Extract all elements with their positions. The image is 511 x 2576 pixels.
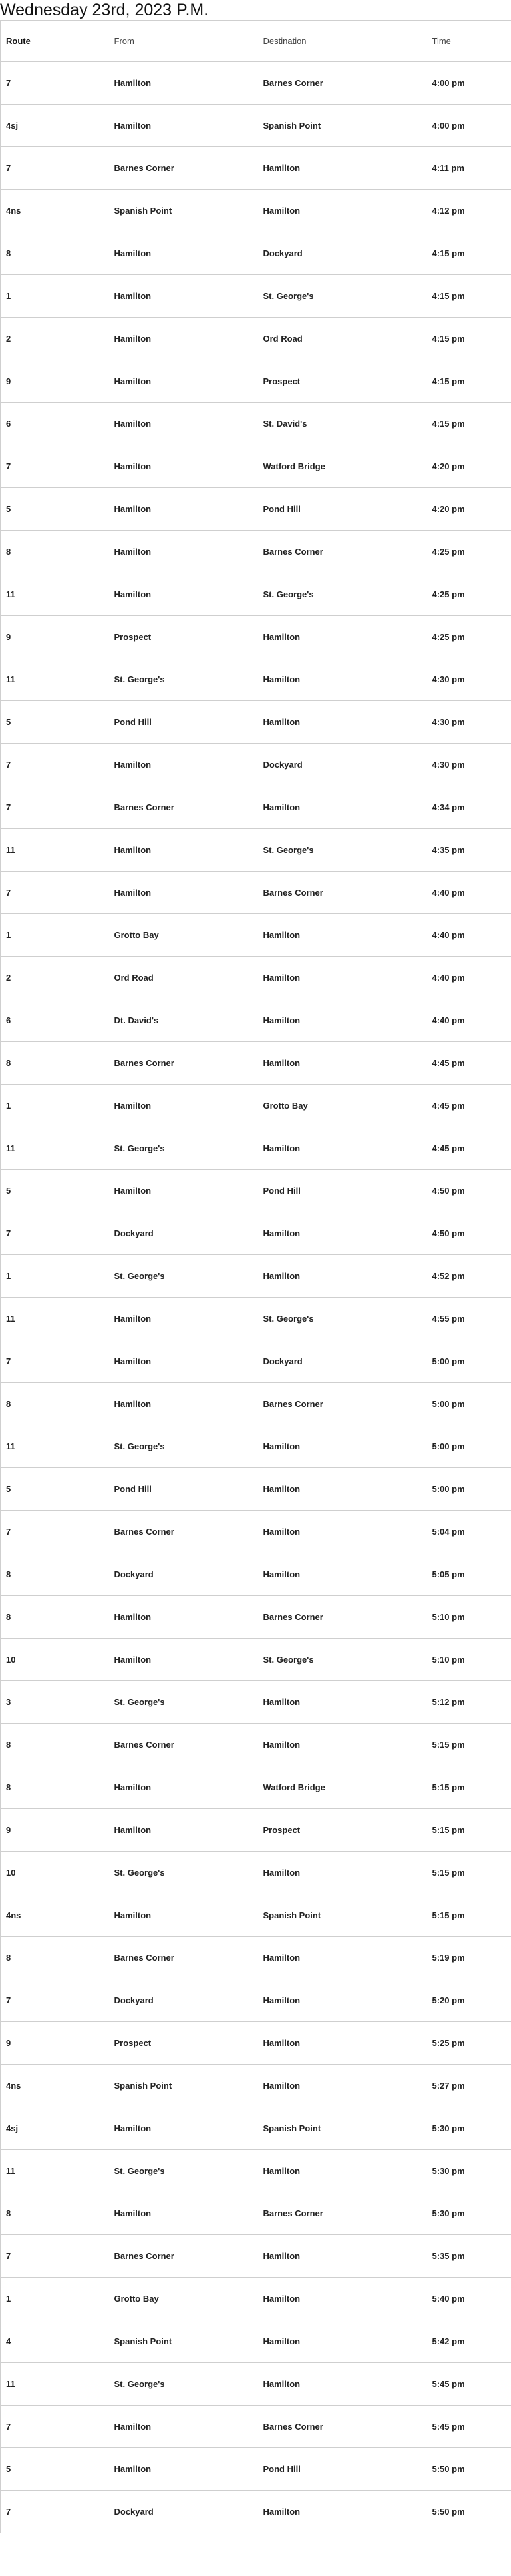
destination-cell: Hamilton xyxy=(258,2235,427,2278)
table-row xyxy=(1,957,511,999)
table-header xyxy=(1,21,511,62)
route-cell: 11 xyxy=(1,1425,109,1468)
from-cell: St. George's xyxy=(109,1425,258,1468)
route-cell: 8 xyxy=(1,531,109,573)
table-row xyxy=(1,872,511,914)
from-cell: Hamilton xyxy=(109,1298,258,1340)
destination-cell: Hamilton xyxy=(258,999,427,1042)
destination-cell: St. George's xyxy=(258,275,427,318)
table-row xyxy=(1,701,511,744)
route-cell: 11 xyxy=(1,2150,109,2192)
destination-cell: Hamilton xyxy=(258,1425,427,1468)
table-row xyxy=(1,1766,511,1809)
route-cell: 1 xyxy=(1,1085,109,1127)
time-cell: 4:15 pm xyxy=(427,403,511,445)
table-row xyxy=(1,105,511,147)
table-row xyxy=(1,2065,511,2107)
time-cell: 4:45 pm xyxy=(427,1127,511,1170)
destination-cell: Hamilton xyxy=(258,2065,427,2107)
from-cell: Dockyard xyxy=(109,2491,258,2533)
from-cell: Pond Hill xyxy=(109,1468,258,1511)
route-cell: 7 xyxy=(1,2406,109,2448)
destination-cell: Hamilton xyxy=(258,1127,427,1170)
route-cell: 7 xyxy=(1,2491,109,2533)
table-row xyxy=(1,1809,511,1852)
from-cell: Prospect xyxy=(109,2022,258,2065)
route-cell: 4ns xyxy=(1,190,109,232)
destination-cell: Hamilton xyxy=(258,1937,427,1979)
route-cell: 8 xyxy=(1,1596,109,1639)
time-cell: 4:20 pm xyxy=(427,445,511,488)
table-row xyxy=(1,744,511,786)
route-cell: 7 xyxy=(1,62,109,105)
table-row xyxy=(1,2235,511,2278)
from-cell: Hamilton xyxy=(109,275,258,318)
time-cell: 4:00 pm xyxy=(427,105,511,147)
destination-cell: Hamilton xyxy=(258,1553,427,1596)
table-row xyxy=(1,147,511,190)
from-cell: Hamilton xyxy=(109,318,258,360)
table-row xyxy=(1,1596,511,1639)
route-cell: 7 xyxy=(1,1212,109,1255)
table-row xyxy=(1,1042,511,1085)
table-row xyxy=(1,1724,511,1766)
time-cell: 5:04 pm xyxy=(427,1511,511,1553)
route-cell: 11 xyxy=(1,658,109,701)
time-cell: 5:42 pm xyxy=(427,2320,511,2363)
table-row xyxy=(1,1425,511,1468)
destination-cell: St. George's xyxy=(258,1298,427,1340)
table-row xyxy=(1,1255,511,1298)
time-cell: 5:10 pm xyxy=(427,1639,511,1681)
table-row xyxy=(1,1383,511,1425)
destination-cell: Spanish Point xyxy=(258,105,427,147)
from-cell: St. George's xyxy=(109,2150,258,2192)
destination-cell: Hamilton xyxy=(258,2150,427,2192)
route-cell: 2 xyxy=(1,957,109,999)
destination-cell: Hamilton xyxy=(258,2320,427,2363)
time-cell: 5:10 pm xyxy=(427,1596,511,1639)
destination-cell: St. George's xyxy=(258,829,427,872)
destination-cell: Watford Bridge xyxy=(258,445,427,488)
time-cell: 4:15 pm xyxy=(427,360,511,403)
route-cell: 8 xyxy=(1,232,109,275)
from-cell: St. George's xyxy=(109,1681,258,1724)
route-cell: 4 xyxy=(1,2320,109,2363)
destination-cell: Pond Hill xyxy=(258,1170,427,1212)
from-cell: Hamilton xyxy=(109,488,258,531)
time-cell: 5:00 pm xyxy=(427,1383,511,1425)
table-row xyxy=(1,1894,511,1937)
time-cell: 5:00 pm xyxy=(427,1340,511,1383)
table-row xyxy=(1,1298,511,1340)
time-cell: 4:35 pm xyxy=(427,829,511,872)
destination-cell: Hamilton xyxy=(258,1042,427,1085)
from-cell: Barnes Corner xyxy=(109,786,258,829)
from-cell: Hamilton xyxy=(109,1639,258,1681)
destination-cell: Barnes Corner xyxy=(258,1596,427,1639)
table-row xyxy=(1,2320,511,2363)
destination-cell: Hamilton xyxy=(258,1979,427,2022)
time-cell: 4:30 pm xyxy=(427,658,511,701)
table-row xyxy=(1,2107,511,2150)
from-cell: Barnes Corner xyxy=(109,1724,258,1766)
destination-cell: Hamilton xyxy=(258,1255,427,1298)
destination-cell: St. David's xyxy=(258,403,427,445)
time-cell: 5:30 pm xyxy=(427,2192,511,2235)
destination-cell: Hamilton xyxy=(258,786,427,829)
route-cell: 9 xyxy=(1,616,109,658)
route-cell: 10 xyxy=(1,1639,109,1681)
table-row xyxy=(1,1852,511,1894)
route-cell: 5 xyxy=(1,1468,109,1511)
time-cell: 4:50 pm xyxy=(427,1212,511,1255)
route-cell: 10 xyxy=(1,1852,109,1894)
time-cell: 4:15 pm xyxy=(427,232,511,275)
destination-cell: Hamilton xyxy=(258,1724,427,1766)
destination-cell: Dockyard xyxy=(258,232,427,275)
from-cell: Hamilton xyxy=(109,403,258,445)
header-destination: Destination xyxy=(258,21,427,62)
table-row xyxy=(1,360,511,403)
table-row xyxy=(1,1553,511,1596)
route-cell: 9 xyxy=(1,360,109,403)
time-cell: 5:45 pm xyxy=(427,2406,511,2448)
from-cell: Hamilton xyxy=(109,62,258,105)
table-row xyxy=(1,658,511,701)
destination-cell: Ord Road xyxy=(258,318,427,360)
destination-cell: Barnes Corner xyxy=(258,872,427,914)
from-cell: Hamilton xyxy=(109,360,258,403)
destination-cell: Barnes Corner xyxy=(258,2192,427,2235)
route-cell: 4sj xyxy=(1,2107,109,2150)
time-cell: 4:12 pm xyxy=(427,190,511,232)
time-cell: 5:27 pm xyxy=(427,2065,511,2107)
table-row xyxy=(1,829,511,872)
from-cell: Hamilton xyxy=(109,232,258,275)
table-row xyxy=(1,403,511,445)
from-cell: St. George's xyxy=(109,658,258,701)
route-cell: 8 xyxy=(1,2192,109,2235)
route-cell: 1 xyxy=(1,914,109,957)
time-cell: 4:45 pm xyxy=(427,1042,511,1085)
time-cell: 4:15 pm xyxy=(427,275,511,318)
from-cell: Hamilton xyxy=(109,744,258,786)
time-cell: 5:50 pm xyxy=(427,2448,511,2491)
from-cell: Barnes Corner xyxy=(109,2235,258,2278)
route-cell: 7 xyxy=(1,786,109,829)
from-cell: Hamilton xyxy=(109,1596,258,1639)
destination-cell: St. George's xyxy=(258,1639,427,1681)
destination-cell: Dockyard xyxy=(258,1340,427,1383)
from-cell: Grotto Bay xyxy=(109,2278,258,2320)
table-row xyxy=(1,2192,511,2235)
destination-cell: Hamilton xyxy=(258,147,427,190)
time-cell: 5:30 pm xyxy=(427,2107,511,2150)
destination-cell: Hamilton xyxy=(258,658,427,701)
route-cell: 7 xyxy=(1,2235,109,2278)
table-row xyxy=(1,1170,511,1212)
table-row xyxy=(1,531,511,573)
route-cell: 5 xyxy=(1,2448,109,2491)
route-cell: 8 xyxy=(1,1553,109,1596)
table-row xyxy=(1,1085,511,1127)
header-row xyxy=(1,21,511,62)
table-row xyxy=(1,190,511,232)
from-cell: Prospect xyxy=(109,616,258,658)
time-cell: 5:15 pm xyxy=(427,1852,511,1894)
table-row xyxy=(1,1340,511,1383)
table-row xyxy=(1,2448,511,2491)
route-cell: 1 xyxy=(1,275,109,318)
destination-cell: Hamilton xyxy=(258,1212,427,1255)
route-cell: 5 xyxy=(1,488,109,531)
time-cell: 5:25 pm xyxy=(427,2022,511,2065)
bus-schedule-table xyxy=(0,20,511,2533)
time-cell: 4:20 pm xyxy=(427,488,511,531)
time-cell: 4:40 pm xyxy=(427,957,511,999)
table-row xyxy=(1,914,511,957)
route-cell: 4sj xyxy=(1,105,109,147)
route-cell: 11 xyxy=(1,829,109,872)
from-cell: Hamilton xyxy=(109,1894,258,1937)
from-cell: Dockyard xyxy=(109,1212,258,1255)
destination-cell: Barnes Corner xyxy=(258,62,427,105)
destination-cell: Hamilton xyxy=(258,2363,427,2406)
destination-cell: Hamilton xyxy=(258,2491,427,2533)
route-cell: 2 xyxy=(1,318,109,360)
time-cell: 4:30 pm xyxy=(427,744,511,786)
destination-cell: Hamilton xyxy=(258,914,427,957)
from-cell: Hamilton xyxy=(109,445,258,488)
table-row xyxy=(1,1937,511,1979)
route-cell: 8 xyxy=(1,1383,109,1425)
route-cell: 11 xyxy=(1,573,109,616)
table-row xyxy=(1,1681,511,1724)
time-cell: 5:00 pm xyxy=(427,1425,511,1468)
destination-cell: Barnes Corner xyxy=(258,531,427,573)
table-row xyxy=(1,616,511,658)
from-cell: Hamilton xyxy=(109,829,258,872)
from-cell: Hamilton xyxy=(109,1766,258,1809)
table-row xyxy=(1,2022,511,2065)
table-row xyxy=(1,62,511,105)
table-row xyxy=(1,1212,511,1255)
time-cell: 5:12 pm xyxy=(427,1681,511,1724)
route-cell: 1 xyxy=(1,1255,109,1298)
table-row xyxy=(1,2406,511,2448)
destination-cell: Spanish Point xyxy=(258,1894,427,1937)
table-row xyxy=(1,573,511,616)
from-cell: St. George's xyxy=(109,1255,258,1298)
time-cell: 4:25 pm xyxy=(427,573,511,616)
route-cell: 5 xyxy=(1,1170,109,1212)
route-cell: 11 xyxy=(1,2363,109,2406)
table-row xyxy=(1,786,511,829)
time-cell: 4:50 pm xyxy=(427,1170,511,1212)
from-cell: Dt. David's xyxy=(109,999,258,1042)
time-cell: 4:25 pm xyxy=(427,616,511,658)
route-cell: 7 xyxy=(1,147,109,190)
from-cell: Dockyard xyxy=(109,1979,258,2022)
from-cell: Spanish Point xyxy=(109,190,258,232)
time-cell: 4:00 pm xyxy=(427,62,511,105)
destination-cell: Prospect xyxy=(258,1809,427,1852)
table-row xyxy=(1,318,511,360)
time-cell: 5:45 pm xyxy=(427,2363,511,2406)
from-cell: Spanish Point xyxy=(109,2065,258,2107)
route-cell: 6 xyxy=(1,999,109,1042)
from-cell: Hamilton xyxy=(109,1170,258,1212)
destination-cell: Grotto Bay xyxy=(258,1085,427,1127)
from-cell: Barnes Corner xyxy=(109,1937,258,1979)
time-cell: 4:25 pm xyxy=(427,531,511,573)
destination-cell: Watford Bridge xyxy=(258,1766,427,1809)
table-row xyxy=(1,232,511,275)
route-cell: 3 xyxy=(1,1681,109,1724)
table-row xyxy=(1,2491,511,2533)
route-cell: 11 xyxy=(1,1127,109,1170)
time-cell: 5:30 pm xyxy=(427,2150,511,2192)
from-cell: Hamilton xyxy=(109,1340,258,1383)
time-cell: 4:52 pm xyxy=(427,1255,511,1298)
table-body xyxy=(1,62,511,2533)
destination-cell: Hamilton xyxy=(258,1852,427,1894)
from-cell: St. George's xyxy=(109,1852,258,1894)
table-row xyxy=(1,275,511,318)
from-cell: Hamilton xyxy=(109,105,258,147)
from-cell: Hamilton xyxy=(109,872,258,914)
time-cell: 4:34 pm xyxy=(427,786,511,829)
from-cell: Hamilton xyxy=(109,1085,258,1127)
time-cell: 5:05 pm xyxy=(427,1553,511,1596)
time-cell: 5:35 pm xyxy=(427,2235,511,2278)
route-cell: 11 xyxy=(1,1298,109,1340)
time-cell: 4:15 pm xyxy=(427,318,511,360)
destination-cell: Hamilton xyxy=(258,957,427,999)
table-row xyxy=(1,999,511,1042)
route-cell: 1 xyxy=(1,2278,109,2320)
from-cell: Hamilton xyxy=(109,573,258,616)
destination-cell: Hamilton xyxy=(258,2022,427,2065)
from-cell: Hamilton xyxy=(109,1383,258,1425)
table-row xyxy=(1,1639,511,1681)
header-route: Route xyxy=(1,21,109,62)
destination-cell: Hamilton xyxy=(258,2278,427,2320)
destination-cell: St. George's xyxy=(258,573,427,616)
table-row xyxy=(1,445,511,488)
from-cell: Hamilton xyxy=(109,531,258,573)
destination-cell: Spanish Point xyxy=(258,2107,427,2150)
header-from: From xyxy=(109,21,258,62)
from-cell: Hamilton xyxy=(109,2448,258,2491)
route-cell: 4ns xyxy=(1,2065,109,2107)
table-row xyxy=(1,1127,511,1170)
destination-cell: Hamilton xyxy=(258,701,427,744)
destination-cell: Hamilton xyxy=(258,1468,427,1511)
table-row xyxy=(1,1979,511,2022)
from-cell: Hamilton xyxy=(109,2406,258,2448)
destination-cell: Hamilton xyxy=(258,190,427,232)
time-cell: 4:40 pm xyxy=(427,914,511,957)
time-cell: 5:20 pm xyxy=(427,1979,511,2022)
destination-cell: Pond Hill xyxy=(258,2448,427,2491)
time-cell: 5:50 pm xyxy=(427,2491,511,2533)
time-cell: 4:40 pm xyxy=(427,872,511,914)
destination-cell: Barnes Corner xyxy=(258,2406,427,2448)
destination-cell: Barnes Corner xyxy=(258,1383,427,1425)
time-cell: 4:40 pm xyxy=(427,999,511,1042)
route-cell: 7 xyxy=(1,872,109,914)
table-row xyxy=(1,1511,511,1553)
time-cell: 5:19 pm xyxy=(427,1937,511,1979)
from-cell: St. George's xyxy=(109,1127,258,1170)
header-time: Time xyxy=(427,21,511,62)
time-cell: 5:15 pm xyxy=(427,1766,511,1809)
time-cell: 4:55 pm xyxy=(427,1298,511,1340)
time-cell: 5:15 pm xyxy=(427,1894,511,1937)
route-cell: 8 xyxy=(1,1937,109,1979)
table-row xyxy=(1,2278,511,2320)
route-cell: 9 xyxy=(1,2022,109,2065)
route-cell: 9 xyxy=(1,1809,109,1852)
route-cell: 7 xyxy=(1,1979,109,2022)
page-title: Wednesday 23rd, 2023 P.M. xyxy=(0,1,209,19)
route-cell: 8 xyxy=(1,1766,109,1809)
time-cell: 5:15 pm xyxy=(427,1809,511,1852)
destination-cell: Dockyard xyxy=(258,744,427,786)
table-row xyxy=(1,1468,511,1511)
route-cell: 8 xyxy=(1,1042,109,1085)
from-cell: Grotto Bay xyxy=(109,914,258,957)
route-cell: 7 xyxy=(1,1511,109,1553)
table-row xyxy=(1,2150,511,2192)
time-cell: 4:45 pm xyxy=(427,1085,511,1127)
from-cell: Ord Road xyxy=(109,957,258,999)
from-cell: Dockyard xyxy=(109,1553,258,1596)
from-cell: St. George's xyxy=(109,2363,258,2406)
route-cell: 5 xyxy=(1,701,109,744)
from-cell: Barnes Corner xyxy=(109,1042,258,1085)
from-cell: Pond Hill xyxy=(109,701,258,744)
table-row xyxy=(1,2363,511,2406)
time-cell: 5:00 pm xyxy=(427,1468,511,1511)
from-cell: Spanish Point xyxy=(109,2320,258,2363)
route-cell: 4ns xyxy=(1,1894,109,1937)
route-cell: 6 xyxy=(1,403,109,445)
destination-cell: Hamilton xyxy=(258,1681,427,1724)
from-cell: Hamilton xyxy=(109,2192,258,2235)
destination-cell: Prospect xyxy=(258,360,427,403)
route-cell: 8 xyxy=(1,1724,109,1766)
time-cell: 5:40 pm xyxy=(427,2278,511,2320)
from-cell: Hamilton xyxy=(109,2107,258,2150)
route-cell: 7 xyxy=(1,445,109,488)
destination-cell: Pond Hill xyxy=(258,488,427,531)
time-cell: 4:11 pm xyxy=(427,147,511,190)
from-cell: Barnes Corner xyxy=(109,147,258,190)
time-cell: 5:15 pm xyxy=(427,1724,511,1766)
from-cell: Barnes Corner xyxy=(109,1511,258,1553)
time-cell: 4:30 pm xyxy=(427,701,511,744)
destination-cell: Hamilton xyxy=(258,1511,427,1553)
route-cell: 7 xyxy=(1,744,109,786)
from-cell: Hamilton xyxy=(109,1809,258,1852)
route-cell: 7 xyxy=(1,1340,109,1383)
destination-cell: Hamilton xyxy=(258,616,427,658)
table-row xyxy=(1,488,511,531)
